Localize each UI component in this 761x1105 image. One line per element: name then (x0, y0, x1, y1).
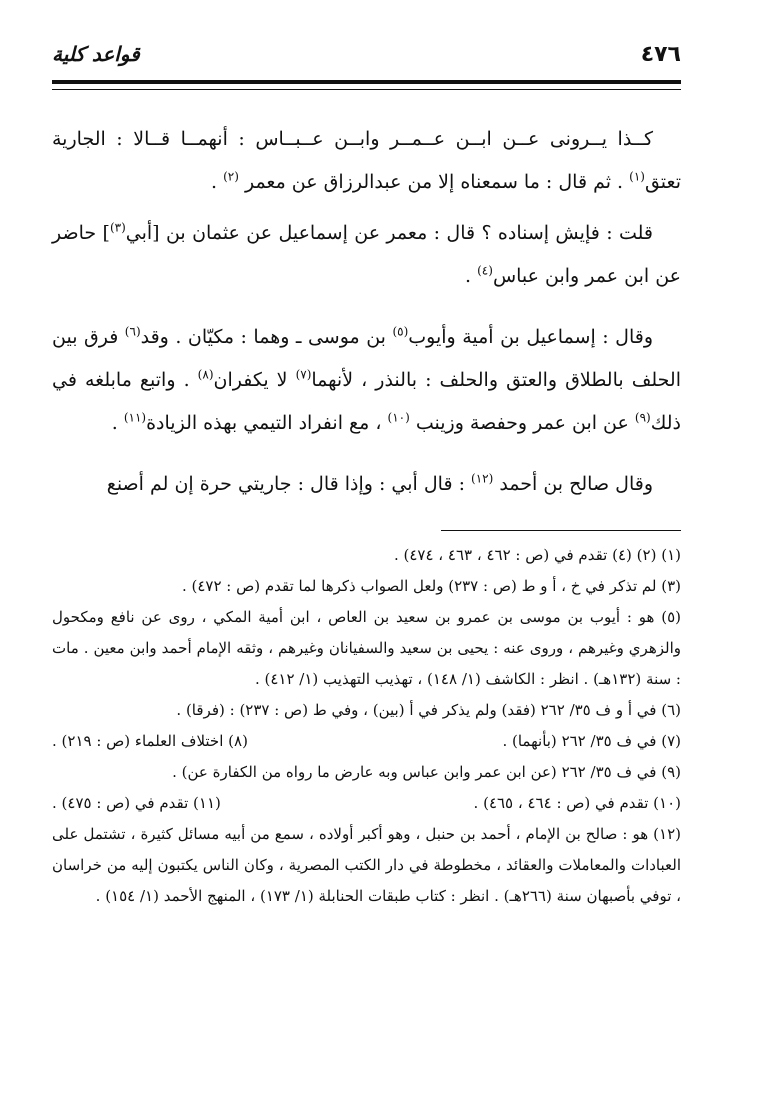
paragraph-3-text-h: . (111, 412, 124, 434)
paragraph-2-text-a: قلت : فإيش إسناده ؟ قال : معمر عن إسماعيل عن عثمان بن [أبي (125, 222, 653, 244)
footnote-9: (٩) في ف ٣٥/ ٢٦٢ (عن ابن عمر وابن عباس وبه عارض ما رواه من الكفارة عن) . (172, 763, 681, 781)
header-rule-thick (52, 80, 681, 84)
paragraph-3-text-g: ، مع انفراد التيمي بهذه الزيادة (146, 412, 388, 434)
footnote-ref-3: (٣) (109, 220, 126, 235)
page-number: ٤٧٦ (640, 42, 681, 67)
main-text (52, 118, 681, 524)
footnote-5: (٥) هو : أيوب بن موسى بن عمرو بن سعيد بن العاص ، ابن أمية المكي ، روى عن نافع ومكحول والزهري وغيرهم ، وروى عنه : يحيى بن سعيد والسفيانان وغيرهم ، وثقه الإمام أحمد وابن معين . مات : سنة (١٣٢هـ) . انظر : الكاشف (١/ ١٤٨) ، تهذيب التهذيب (١/ ٤١٢) . (52, 608, 681, 688)
paragraph-3-text-f: عن ابن عمر وحفصة وزينب (409, 412, 635, 434)
paragraph-3-text-d: لا يكفران (213, 369, 296, 391)
footnote-11: (١١) تقدم في (ص : ٤٧٥) . (52, 794, 221, 812)
footnote-ref-9: (٩) (634, 410, 651, 425)
paragraph-2-text-c: . (465, 265, 478, 287)
paragraph-4 (52, 463, 681, 506)
footnote-3: (٣) لم تذكر في خ ، أ و ط (ص : ٢٣٧) ولعل الصواب ذكرها لما تقدم (ص : ٤٧٢) . (181, 577, 681, 595)
footnote-10: (١٠) تقدم في (ص : ٤٦٤ ، ٤٦٥) . (473, 794, 681, 812)
running-title: قواعد كلية (52, 42, 140, 66)
paragraph-3-text-a: وقال : إسماعيل بن أمية وأيوب (408, 326, 653, 348)
footnote-6: (٦) في أ و ف ٣٥/ ٢٦٢ (فقد) ولم يذكر في أ (بين) ، وفي ط (ص : ٢٣٧) : (فرقا) . (176, 701, 681, 719)
header-rule-thin (52, 89, 681, 90)
footnote-ref-5: (٥) (392, 324, 409, 339)
footnote-separator (441, 530, 681, 531)
footnote-row-7-8 (52, 726, 681, 757)
footnote-ref-11: (١١) (123, 410, 147, 425)
paragraph-1-text-a: كــذا يــرونى عــن ابــن عــمــر وابــن عــبــاس : أنهمــا قــالا : الجارية تعتق (52, 128, 681, 193)
page-header (52, 40, 681, 74)
paragraph-2-text-b: ] حاضر عن ابن عمر وابن عباس (52, 222, 681, 287)
footnote-ref-6: (٦) (124, 324, 141, 339)
footnote-1: (١) (٢) (٤) تقدم في (ص : ٤٦٢ ، ٤٦٣ ، ٤٧٤) . (393, 546, 681, 564)
footnote-row-10-11 (52, 788, 681, 819)
paragraph-1-text-c: . (211, 171, 224, 193)
paragraph-1-text-b: . ثم قال : ما سمعناه إلا من عبدالرزاق عن معمر (238, 171, 630, 193)
footnote-ref-2: (٢) (223, 169, 239, 184)
footnote-8: (٨) اختلاف العلماء (ص : ٢١٩) . (52, 732, 248, 750)
paragraph-2 (52, 212, 681, 298)
paragraph-4-text-b: : قال أبي : وإذا قال : جاريتي حرة إن لم أصنع (106, 473, 472, 495)
paragraph-4-text-a: وقال صالح بن أحمد (493, 473, 653, 495)
paragraph-3-text-c: فرق بين الحلف بالطلاق والعتق والحلف : بالنذر ، لأنهما (52, 326, 681, 391)
footnote-ref-4: (٤) (477, 263, 493, 278)
paragraph-1 (52, 118, 681, 204)
paragraph-3-text-e: . واتبع مابلغه في ذلك (52, 369, 681, 434)
footnote-12: (١٢) هو : صالح بن الإمام ، أحمد بن حنبل ، وهو أكبر أولاده ، سمع من أبيه مسائل كثيرة ، تشتمل على العبادات والمعاملات والعقائد ، مخطوطة في دار الكتب المصرية ، وكان الناس يكتبون إليه من خراسان ، توفي بأصبهان سنة (٢٦٦هـ) . انظر : كتاب طبقات الحنابلة (١/ ١٧٣) ، المنهج الأحمد (١/ ١٥٤) . (52, 825, 681, 905)
paragraph-3-text-b: بن موسى ـ وهما : مكيّان . وقد (140, 326, 393, 348)
paragraph-3 (52, 316, 681, 445)
footnote-ref-12: (١٢) (471, 471, 494, 486)
footnote-ref-10: (١٠) (387, 410, 410, 425)
footnote-7: (٧) في ف ٣٥/ ٢٦٢ (بأنهما) . (502, 732, 681, 750)
footnotes (52, 540, 681, 912)
footnote-ref-8: (٨) (197, 367, 214, 382)
footnote-ref-1: (١) (629, 169, 645, 184)
footnote-ref-7: (٧) (295, 367, 312, 382)
